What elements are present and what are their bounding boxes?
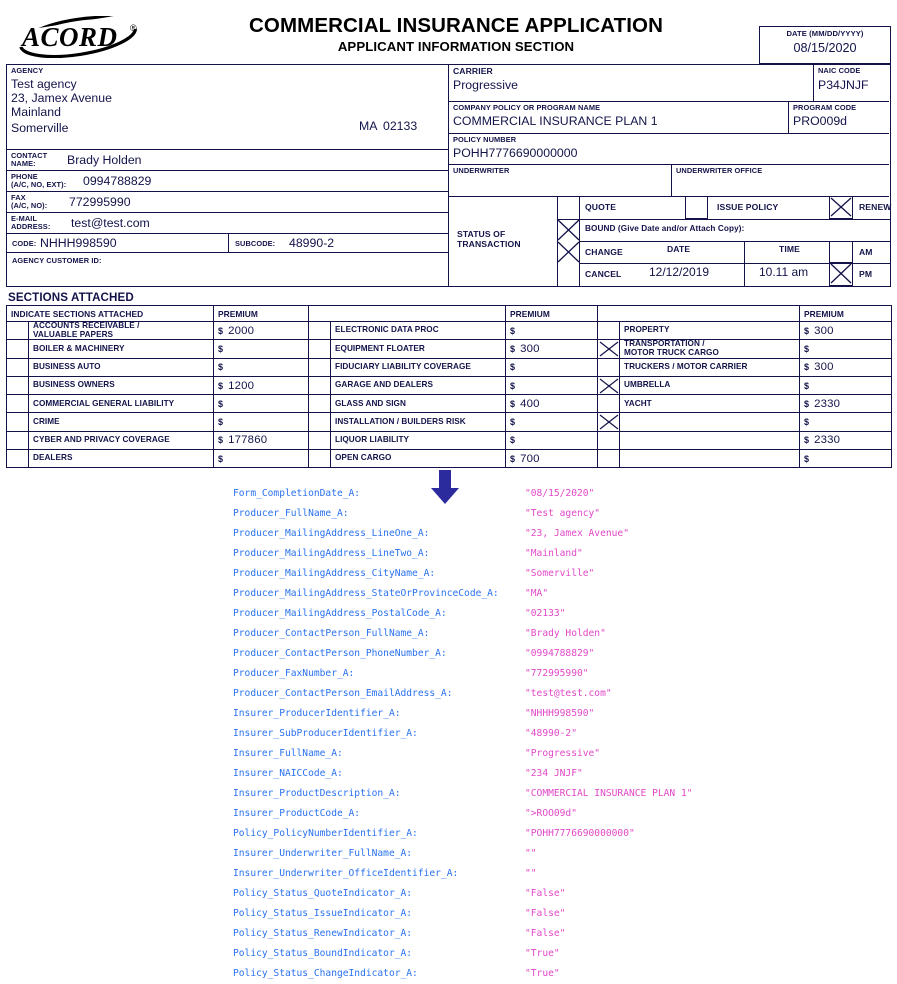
program-code-cell [789, 102, 889, 134]
extracted-field-value: "23, Jamex Avenue" [525, 528, 629, 539]
section-checkbox[interactable] [309, 340, 331, 358]
extracted-field-key: Insurer_ProductDescription_A: [233, 788, 401, 799]
sections-row [7, 450, 892, 468]
status-title-line2: TRANSACTION [457, 239, 521, 249]
policy-number-cell [448, 134, 889, 165]
extracted-field-key: Policy_Status_BoundIndicator_A: [233, 948, 413, 959]
section-checkbox[interactable] [309, 413, 331, 431]
sections-row [7, 322, 892, 340]
program-name-label: COMPANY POLICY OR PROGRAM NAME [453, 103, 601, 112]
section-checkbox[interactable] [7, 376, 29, 394]
status-renew-label: RENEW [859, 202, 892, 212]
extracted-field-value: "NHHH998590" [525, 708, 595, 719]
section-checkbox[interactable] [598, 358, 620, 376]
carrier-label: CARRIER [453, 66, 493, 76]
extracted-field-row [233, 544, 583, 564]
section-name: LIQUOR LIABILITY [331, 431, 506, 449]
section-checkbox[interactable] [598, 450, 620, 468]
sections-premium-header-1: PREMIUM [214, 306, 309, 322]
section-name: BUSINESS AUTO [29, 358, 214, 376]
section-premium[interactable]: $ 2330 [800, 431, 892, 449]
extracted-field-key: Producer_MailingAddress_PostalCode_A: [233, 608, 447, 619]
section-checkbox[interactable] [309, 358, 331, 376]
extracted-field-value: ">ROO09d" [525, 808, 577, 819]
section-premium[interactable]: $ [800, 450, 892, 468]
extracted-field-value: "False" [525, 908, 566, 919]
section-name [620, 431, 800, 449]
section-premium[interactable]: $ [506, 376, 598, 394]
extracted-field-row [233, 724, 577, 744]
extracted-field-key: Producer_MailingAddress_StateOrProvinceCode_A: [233, 588, 499, 599]
extracted-field-value: "MA" [525, 588, 549, 599]
section-checkbox[interactable] [309, 376, 331, 394]
agency-block [7, 65, 448, 150]
extracted-field-row [233, 784, 693, 804]
agency-address-line1: 23, Jamex Avenue [11, 91, 112, 105]
extracted-field-value: "Brady Holden" [525, 628, 606, 639]
status-date-label: DATE [667, 244, 691, 254]
form-date-box [759, 26, 891, 64]
section-name: UMBRELLA [620, 376, 800, 394]
svg-text:®: ® [130, 23, 137, 33]
extracted-field-key: Producer_MailingAddress_LineTwo_A: [233, 548, 430, 559]
underwriter-cell [448, 165, 672, 197]
naic-value: P34JNJF [818, 78, 869, 92]
status-date-value: 12/12/2019 [649, 265, 710, 279]
section-premium[interactable]: $ [214, 413, 309, 431]
section-premium[interactable]: $ [506, 358, 598, 376]
section-name: COMMERCIAL GENERAL LIABILITY [29, 395, 214, 413]
section-premium[interactable]: $ [800, 376, 892, 394]
extracted-field-value: "234 JNJF" [525, 768, 583, 779]
extracted-field-row [233, 484, 595, 504]
extracted-field-key: Form_CompletionDate_A: [233, 488, 361, 499]
extracted-field-value: "POHH7776690000000" [525, 828, 635, 839]
extracted-field-row [233, 804, 577, 824]
agency-address-line2: Mainland [11, 105, 61, 119]
section-checkbox[interactable] [7, 322, 29, 340]
status-time-label: TIME [779, 244, 800, 254]
extracted-field-row [233, 744, 601, 764]
program-code-value: PRO009d [793, 114, 848, 128]
underwriter-label: UNDERWRITER [453, 166, 510, 175]
section-checkbox[interactable] [7, 340, 29, 358]
email-value: test@test.com [71, 216, 150, 230]
section-name: INSTALLATION / BUILDERS RISK [331, 413, 506, 431]
status-cancel-checkbox[interactable] [557, 263, 580, 286]
naic-cell [814, 65, 889, 102]
sections-row [7, 376, 892, 394]
extracted-field-key: Insurer_Underwriter_OfficeIdentifier_A: [233, 868, 459, 879]
extracted-field-value: "Mainland" [525, 548, 583, 559]
section-name: GARAGE AND DEALERS [331, 376, 506, 394]
status-bound-label: BOUND (Give Date and/or Attach Copy): [585, 224, 745, 233]
extracted-field-key: Policy_Status_IssueIndicator_A: [233, 908, 413, 919]
extracted-field-row [233, 844, 537, 864]
sections-attached-table [6, 305, 892, 468]
status-quote-label: QUOTE [585, 202, 617, 212]
code-label: CODE: [12, 239, 37, 248]
status-of-transaction-block [448, 197, 892, 286]
section-premium[interactable]: $ 2330 [800, 395, 892, 413]
status-issue-label: ISSUE POLICY [717, 202, 779, 212]
sections-row [7, 340, 892, 358]
form-date-value: 08/15/2020 [793, 41, 857, 55]
contact-name-value: Brady Holden [67, 153, 142, 167]
status-cancel-label: CANCEL [585, 269, 622, 279]
applicant-info-frame [6, 64, 891, 287]
section-checkbox[interactable] [598, 413, 620, 431]
agency-zip: 02133 [383, 119, 418, 133]
sections-premium-header-2: PREMIUM [506, 306, 598, 322]
extracted-field-row [233, 824, 635, 844]
extracted-field-row [233, 524, 629, 544]
section-checkbox[interactable] [7, 413, 29, 431]
status-am-label: AM [859, 247, 873, 257]
svg-text:ACORD: ACORD [22, 22, 118, 52]
section-premium[interactable]: $ [506, 322, 598, 340]
extracted-field-row [233, 644, 595, 664]
agency-customer-id-label: AGENCY CUSTOMER ID: [12, 256, 102, 265]
form-title-line1: COMMERCIAL INSURANCE APPLICATION [249, 14, 663, 37]
section-name: DEALERS [29, 450, 214, 468]
extracted-field-key: Insurer_Underwriter_FullName_A: [233, 848, 413, 859]
extracted-field-value: "Test agency" [525, 508, 601, 519]
section-name: BUSINESS OWNERS [29, 376, 214, 394]
section-premium[interactable]: $ 400 [506, 395, 598, 413]
form-banner [6, 6, 891, 64]
section-checkbox[interactable] [7, 431, 29, 449]
extracted-field-value: "0994788829" [525, 648, 595, 659]
agency-customer-id-cell [7, 253, 448, 286]
extracted-field-key: Policy_Status_ChangeIndicator_A: [233, 968, 418, 979]
status-time-value: 10.11 am [759, 265, 809, 279]
extracted-field-row [233, 584, 549, 604]
status-issue-checkbox[interactable] [685, 197, 708, 219]
section-checkbox[interactable] [7, 358, 29, 376]
extracted-field-key: Insurer_ProductCode_A: [233, 808, 361, 819]
extracted-field-key: Insurer_SubProducerIdentifier_A: [233, 728, 418, 739]
status-am-checkbox[interactable] [829, 241, 853, 263]
program-name-cell [448, 102, 789, 134]
section-checkbox[interactable] [598, 376, 620, 394]
sections-header-row [7, 306, 892, 322]
section-checkbox[interactable] [598, 395, 620, 413]
extracted-field-value: "08/15/2020" [525, 488, 595, 499]
contact-name-label-1: CONTACT [11, 151, 48, 160]
extracted-field-key: Policy_Status_RenewIndicator_A: [233, 928, 413, 939]
extracted-field-key: Producer_MailingAddress_CityName_A: [233, 568, 436, 579]
sections-row [7, 358, 892, 376]
section-checkbox[interactable] [309, 322, 331, 340]
extracted-field-key: Insurer_FullName_A: [233, 748, 343, 759]
section-name: BOILER & MACHINERY [29, 340, 214, 358]
section-premium[interactable]: $ 1200 [214, 376, 309, 394]
policy-number-label: POLICY NUMBER [453, 135, 517, 144]
agency-name: Test agency [11, 77, 77, 91]
extracted-field-key: Producer_MailingAddress_LineOne_A: [233, 528, 430, 539]
naic-label: NAIC CODE [818, 66, 861, 75]
extracted-field-row [233, 604, 566, 624]
section-name: TRANSPORTATION / MOTOR TRUCK CARGO [620, 340, 800, 358]
acord-logo [14, 16, 154, 58]
phone-label-2: (A/C, NO, EXT): [11, 180, 67, 189]
extracted-field-key: Producer_FaxNumber_A: [233, 668, 355, 679]
contact-name-label-2: NAME: [11, 159, 36, 168]
code-value: NHHH998590 [40, 236, 117, 250]
extracted-field-value: "COMMERCIAL INSURANCE PLAN 1" [525, 788, 693, 799]
phone-value: 0994788829 [83, 174, 152, 188]
section-premium[interactable]: $ [214, 340, 309, 358]
extracted-field-row [233, 964, 560, 984]
extracted-field-row [233, 864, 537, 884]
section-name: YACHT [620, 395, 800, 413]
section-premium[interactable]: $ 700 [506, 450, 598, 468]
status-title-line1: STATUS OF [457, 229, 506, 239]
email-label-2: ADDRESS: [11, 222, 51, 231]
agency-code-cell [7, 234, 229, 253]
extracted-field-row [233, 664, 589, 684]
acord-form [6, 6, 891, 468]
carrier-cell [448, 65, 814, 102]
contact-name-row [7, 150, 448, 171]
extracted-field-value: "True" [525, 948, 560, 959]
status-bound-checkbox[interactable] [557, 219, 580, 241]
extracted-field-key: Producer_ContactPerson_FullName_A: [233, 628, 430, 639]
section-name [620, 413, 800, 431]
extracted-field-value: "02133" [525, 608, 566, 619]
extracted-field-row [233, 504, 601, 524]
section-checkbox[interactable] [309, 395, 331, 413]
section-checkbox[interactable] [598, 322, 620, 340]
sections-premium-header-3: PREMIUM [800, 306, 892, 322]
extracted-field-row [233, 884, 566, 904]
extracted-field-value: "772995990" [525, 668, 589, 679]
phone-label-1: PHONE [11, 172, 38, 181]
extracted-field-key: Insurer_NAICCode_A: [233, 768, 343, 779]
section-name: TRUCKERS / MOTOR CARRIER [620, 358, 800, 376]
section-premium[interactable]: $ [214, 395, 309, 413]
extracted-field-row [233, 924, 566, 944]
section-checkbox[interactable] [7, 450, 29, 468]
status-pm-checkbox[interactable] [829, 263, 853, 286]
section-name: CRIME [29, 413, 214, 431]
agency-city: Somerville [11, 121, 69, 135]
section-name: PROPERTY [620, 322, 800, 340]
section-name [620, 450, 800, 468]
extracted-field-value: "Somerville" [525, 568, 595, 579]
section-checkbox[interactable] [598, 340, 620, 358]
sections-row [7, 431, 892, 449]
contact-email-row [7, 213, 448, 234]
section-checkbox[interactable] [7, 395, 29, 413]
underwriter-office-label: UNDERWRITER OFFICE [676, 166, 763, 175]
contact-phone-row [7, 171, 448, 192]
extracted-field-key: Producer_ContactPerson_EmailAddress_A: [233, 688, 453, 699]
extracted-field-value: "False" [525, 888, 566, 899]
sections-row [7, 413, 892, 431]
section-premium[interactable]: $ 300 [800, 358, 892, 376]
contact-fax-row [7, 192, 448, 213]
extracted-field-key: Policy_PolicyNumberIdentifier_A: [233, 828, 418, 839]
extracted-field-row [233, 684, 612, 704]
extracted-field-value: "test@test.com" [525, 688, 612, 699]
form-title-block [156, 14, 756, 54]
section-premium[interactable]: $ [506, 431, 598, 449]
form-date-label: DATE (MM/DD/YYYY) [786, 29, 864, 38]
extracted-field-key: Insurer_ProducerIdentifier_A: [233, 708, 401, 719]
form-title-line2: APPLICANT INFORMATION SECTION [337, 39, 575, 54]
status-change-checkbox[interactable] [557, 241, 580, 263]
status-quote-checkbox[interactable] [557, 197, 580, 219]
section-premium[interactable]: $ [214, 358, 309, 376]
status-pm-label: PM [859, 269, 873, 279]
policy-number-value: POHH7776690000000 [453, 146, 578, 160]
section-premium[interactable]: $ [506, 413, 598, 431]
section-name: FIDUCIARY LIABILITY COVERAGE [331, 358, 506, 376]
extracted-field-row [233, 564, 595, 584]
section-premium[interactable]: $ [800, 340, 892, 358]
extracted-field-row [233, 624, 606, 644]
section-checkbox[interactable] [598, 431, 620, 449]
extracted-field-row [233, 904, 566, 924]
extracted-field-row [233, 764, 583, 784]
section-premium[interactable]: $ [214, 450, 309, 468]
subcode-value: 48990-2 [289, 236, 335, 250]
sections-col1-header: INDICATE SECTIONS ATTACHED [7, 306, 214, 322]
extracted-field-key: Producer_FullName_A: [233, 508, 349, 519]
fax-label-2: (A/C, NO): [11, 201, 48, 210]
extracted-field-value: "False" [525, 928, 566, 939]
section-checkbox[interactable] [309, 450, 331, 468]
sections-row [7, 395, 892, 413]
agency-state: MA [359, 119, 378, 133]
extracted-field-value: "48990-2" [525, 728, 577, 739]
subcode-label: SUBCODE: [235, 239, 276, 248]
extracted-field-key: Producer_ContactPerson_PhoneNumber_A: [233, 648, 447, 659]
section-name: OPEN CARGO [331, 450, 506, 468]
extracted-field-row [233, 704, 595, 724]
sections-attached-title: SECTIONS ATTACHED [8, 291, 134, 304]
extracted-field-value: "True" [525, 968, 560, 979]
section-name: ACCOUNTS RECEIVABLE / VALUABLE PAPERS [29, 322, 214, 340]
section-premium[interactable]: $ 177860 [214, 431, 309, 449]
extracted-fields-list [233, 484, 693, 984]
status-change-label: CHANGE [585, 247, 623, 257]
section-checkbox[interactable] [309, 431, 331, 449]
extracted-field-key: Policy_Status_QuoteIndicator_A: [233, 888, 413, 899]
section-name: CYBER AND PRIVACY COVERAGE [29, 431, 214, 449]
extracted-field-row [233, 944, 560, 964]
section-name: ELECTRONIC DATA PROC [331, 322, 506, 340]
section-premium[interactable]: $ 300 [800, 322, 892, 340]
section-premium[interactable]: $ 300 [506, 340, 598, 358]
extracted-field-value: "" [525, 848, 537, 859]
agency-subcode-cell [229, 234, 448, 253]
carrier-value: Progressive [453, 78, 518, 92]
section-name: EQUIPMENT FLOATER [331, 340, 506, 358]
status-renew-checkbox[interactable] [829, 197, 853, 219]
underwriter-office-cell [672, 165, 889, 197]
extracted-field-value: "Progressive" [525, 748, 601, 759]
agency-label: AGENCY [11, 66, 44, 75]
fax-value: 772995990 [69, 195, 131, 209]
email-label-1: E-MAIL [11, 214, 38, 223]
section-premium[interactable]: $ 2000 [214, 322, 309, 340]
section-premium[interactable]: $ [800, 413, 892, 431]
fax-label-1: FAX [11, 193, 26, 202]
program-code-label: PROGRAM CODE [793, 103, 857, 112]
program-name-value: COMMERCIAL INSURANCE PLAN 1 [453, 114, 658, 128]
section-name: GLASS AND SIGN [331, 395, 506, 413]
extracted-field-value: "" [525, 868, 537, 879]
